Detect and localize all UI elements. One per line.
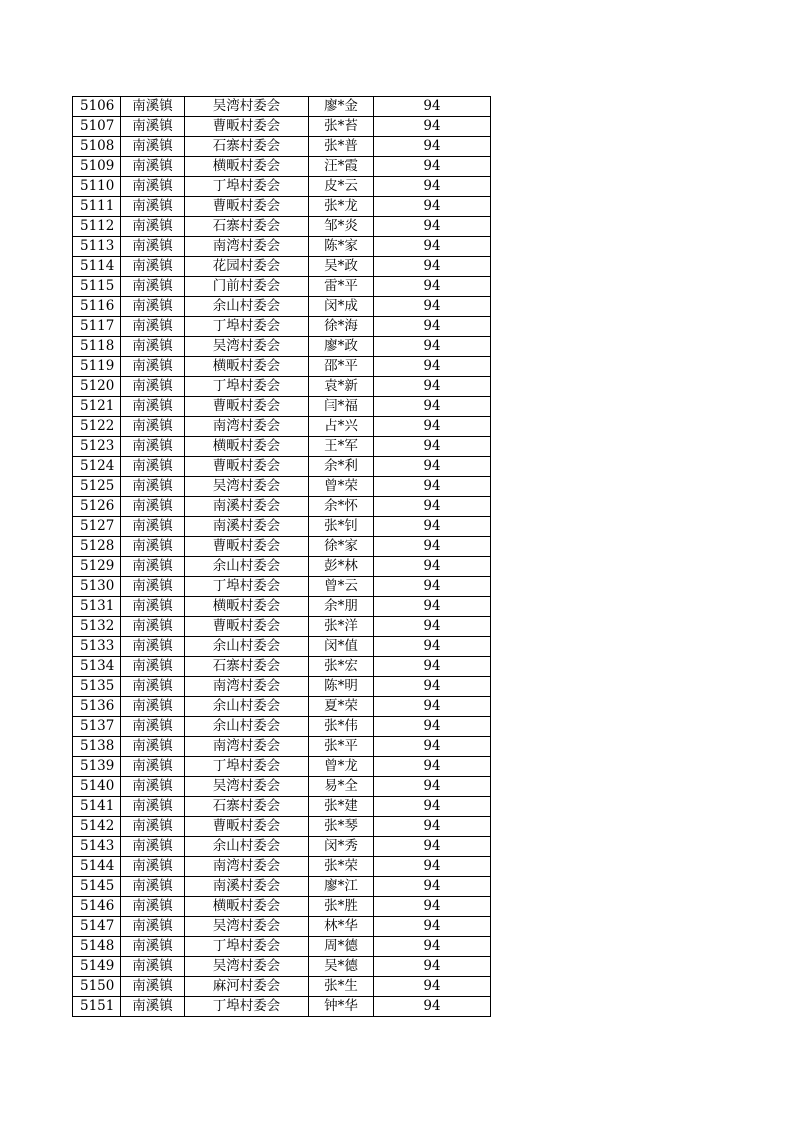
table-row (73, 337, 491, 357)
table-row (73, 237, 491, 257)
village-cell: 南溪村委会 (185, 517, 309, 537)
score-cell: 94 (374, 957, 491, 977)
village-cell: 曹畈村委会 (185, 397, 309, 417)
town-cell: 南溪镇 (121, 137, 185, 157)
name-cell: 廖*金 (309, 97, 374, 117)
table-row (73, 557, 491, 577)
score-cell: 94 (374, 677, 491, 697)
village-cell: 石寨村委会 (185, 657, 309, 677)
town-cell: 南溪镇 (121, 337, 185, 357)
name-cell: 王*军 (309, 437, 374, 457)
table-row (73, 197, 491, 217)
name-cell: 张*龙 (309, 197, 374, 217)
village-cell: 丁埠村委会 (185, 377, 309, 397)
table-row (73, 997, 491, 1017)
score-cell: 94 (374, 717, 491, 737)
town-cell: 南溪镇 (121, 677, 185, 697)
village-cell: 吴湾村委会 (185, 777, 309, 797)
village-cell: 南湾村委会 (185, 417, 309, 437)
name-cell: 张*伟 (309, 717, 374, 737)
table-row (73, 837, 491, 857)
village-cell: 曹畈村委会 (185, 457, 309, 477)
score-cell: 94 (374, 97, 491, 117)
row-id-cell: 5148 (73, 937, 121, 957)
table-row (73, 857, 491, 877)
score-cell: 94 (374, 997, 491, 1017)
score-cell: 94 (374, 977, 491, 997)
score-cell: 94 (374, 517, 491, 537)
table-row (73, 457, 491, 477)
table-row (73, 877, 491, 897)
village-cell: 丁埠村委会 (185, 937, 309, 957)
village-cell: 曹畈村委会 (185, 817, 309, 837)
score-cell: 94 (374, 617, 491, 637)
village-cell: 丁埠村委会 (185, 997, 309, 1017)
score-cell: 94 (374, 377, 491, 397)
name-cell: 张*胜 (309, 897, 374, 917)
town-cell: 南溪镇 (121, 417, 185, 437)
name-cell: 吴*德 (309, 957, 374, 977)
village-cell: 吴湾村委会 (185, 97, 309, 117)
village-cell: 南湾村委会 (185, 737, 309, 757)
name-cell: 徐*家 (309, 537, 374, 557)
score-cell: 94 (374, 877, 491, 897)
village-cell: 南溪村委会 (185, 877, 309, 897)
row-id-cell: 5110 (73, 177, 121, 197)
row-id-cell: 5131 (73, 597, 121, 617)
village-cell: 门前村委会 (185, 277, 309, 297)
row-id-cell: 5134 (73, 657, 121, 677)
data-table (72, 96, 491, 1017)
name-cell: 张*钊 (309, 517, 374, 537)
table-row (73, 797, 491, 817)
row-id-cell: 5151 (73, 997, 121, 1017)
score-cell: 94 (374, 817, 491, 837)
town-cell: 南溪镇 (121, 437, 185, 457)
row-id-cell: 5147 (73, 917, 121, 937)
name-cell: 张*苔 (309, 117, 374, 137)
name-cell: 陈*明 (309, 677, 374, 697)
row-id-cell: 5135 (73, 677, 121, 697)
row-id-cell: 5123 (73, 437, 121, 457)
village-cell: 南湾村委会 (185, 237, 309, 257)
row-id-cell: 5129 (73, 557, 121, 577)
village-cell: 石寨村委会 (185, 797, 309, 817)
village-cell: 麻河村委会 (185, 977, 309, 997)
row-id-cell: 5119 (73, 357, 121, 377)
score-cell: 94 (374, 277, 491, 297)
village-cell: 曹畈村委会 (185, 617, 309, 637)
village-cell: 横畈村委会 (185, 157, 309, 177)
town-cell: 南溪镇 (121, 777, 185, 797)
row-id-cell: 5114 (73, 257, 121, 277)
table-row (73, 357, 491, 377)
table-row (73, 257, 491, 277)
name-cell: 廖*江 (309, 877, 374, 897)
row-id-cell: 5124 (73, 457, 121, 477)
table-row (73, 757, 491, 777)
score-cell: 94 (374, 537, 491, 557)
name-cell: 张*荣 (309, 857, 374, 877)
score-cell: 94 (374, 897, 491, 917)
row-id-cell: 5143 (73, 837, 121, 857)
name-cell: 占*兴 (309, 417, 374, 437)
score-cell: 94 (374, 317, 491, 337)
name-cell: 曾*荣 (309, 477, 374, 497)
name-cell: 周*德 (309, 937, 374, 957)
table-row (73, 697, 491, 717)
town-cell: 南溪镇 (121, 237, 185, 257)
town-cell: 南溪镇 (121, 277, 185, 297)
name-cell: 吴*政 (309, 257, 374, 277)
village-cell: 曹畈村委会 (185, 537, 309, 557)
table-row (73, 577, 491, 597)
score-cell: 94 (374, 297, 491, 317)
table-row (73, 117, 491, 137)
row-id-cell: 5118 (73, 337, 121, 357)
row-id-cell: 5120 (73, 377, 121, 397)
row-id-cell: 5150 (73, 977, 121, 997)
name-cell: 陈*家 (309, 237, 374, 257)
table-row (73, 617, 491, 637)
score-cell: 94 (374, 417, 491, 437)
row-id-cell: 5137 (73, 717, 121, 737)
row-id-cell: 5133 (73, 637, 121, 657)
row-id-cell: 5106 (73, 97, 121, 117)
town-cell: 南溪镇 (121, 797, 185, 817)
town-cell: 南溪镇 (121, 317, 185, 337)
row-id-cell: 5115 (73, 277, 121, 297)
name-cell: 廖*政 (309, 337, 374, 357)
village-cell: 余山村委会 (185, 697, 309, 717)
table-row (73, 217, 491, 237)
name-cell: 徐*海 (309, 317, 374, 337)
row-id-cell: 5144 (73, 857, 121, 877)
table-row (73, 537, 491, 557)
town-cell: 南溪镇 (121, 397, 185, 417)
name-cell: 易*全 (309, 777, 374, 797)
score-cell: 94 (374, 477, 491, 497)
row-id-cell: 5145 (73, 877, 121, 897)
town-cell: 南溪镇 (121, 157, 185, 177)
village-cell: 曹畈村委会 (185, 197, 309, 217)
table-row (73, 277, 491, 297)
table-row (73, 937, 491, 957)
score-cell: 94 (374, 137, 491, 157)
score-cell: 94 (374, 857, 491, 877)
table-row (73, 437, 491, 457)
name-cell: 雷*平 (309, 277, 374, 297)
name-cell: 皮*云 (309, 177, 374, 197)
village-cell: 丁埠村委会 (185, 177, 309, 197)
score-cell: 94 (374, 597, 491, 617)
score-cell: 94 (374, 797, 491, 817)
name-cell: 闵*秀 (309, 837, 374, 857)
town-cell: 南溪镇 (121, 737, 185, 757)
score-cell: 94 (374, 117, 491, 137)
row-id-cell: 5132 (73, 617, 121, 637)
score-cell: 94 (374, 917, 491, 937)
name-cell: 闫*福 (309, 397, 374, 417)
town-cell: 南溪镇 (121, 577, 185, 597)
name-cell: 钟*华 (309, 997, 374, 1017)
name-cell: 夏*荣 (309, 697, 374, 717)
village-cell: 丁埠村委会 (185, 317, 309, 337)
row-id-cell: 5125 (73, 477, 121, 497)
score-cell: 94 (374, 837, 491, 857)
table-row (73, 737, 491, 757)
name-cell: 张*洋 (309, 617, 374, 637)
town-cell: 南溪镇 (121, 597, 185, 617)
town-cell: 南溪镇 (121, 357, 185, 377)
row-id-cell: 5127 (73, 517, 121, 537)
row-id-cell: 5109 (73, 157, 121, 177)
town-cell: 南溪镇 (121, 97, 185, 117)
town-cell: 南溪镇 (121, 637, 185, 657)
town-cell: 南溪镇 (121, 297, 185, 317)
table-row (73, 97, 491, 117)
table-row (73, 377, 491, 397)
town-cell: 南溪镇 (121, 457, 185, 477)
town-cell: 南溪镇 (121, 197, 185, 217)
table-row (73, 297, 491, 317)
village-cell: 余山村委会 (185, 717, 309, 737)
table-row (73, 597, 491, 617)
name-cell: 张*建 (309, 797, 374, 817)
village-cell: 南湾村委会 (185, 677, 309, 697)
town-cell: 南溪镇 (121, 117, 185, 137)
name-cell: 张*普 (309, 137, 374, 157)
table-row (73, 897, 491, 917)
town-cell: 南溪镇 (121, 857, 185, 877)
town-cell: 南溪镇 (121, 177, 185, 197)
village-cell: 横畈村委会 (185, 437, 309, 457)
row-id-cell: 5122 (73, 417, 121, 437)
row-id-cell: 5140 (73, 777, 121, 797)
table-row (73, 417, 491, 437)
town-cell: 南溪镇 (121, 257, 185, 277)
name-cell: 林*华 (309, 917, 374, 937)
village-cell: 石寨村委会 (185, 137, 309, 157)
name-cell: 闵*成 (309, 297, 374, 317)
row-id-cell: 5111 (73, 197, 121, 217)
table-row (73, 477, 491, 497)
score-cell: 94 (374, 497, 491, 517)
town-cell: 南溪镇 (121, 377, 185, 397)
town-cell: 南溪镇 (121, 957, 185, 977)
row-id-cell: 5138 (73, 737, 121, 757)
town-cell: 南溪镇 (121, 997, 185, 1017)
row-id-cell: 5108 (73, 137, 121, 157)
score-cell: 94 (374, 937, 491, 957)
town-cell: 南溪镇 (121, 977, 185, 997)
score-cell: 94 (374, 357, 491, 377)
name-cell: 张*宏 (309, 657, 374, 677)
village-cell: 南湾村委会 (185, 857, 309, 877)
name-cell: 余*怀 (309, 497, 374, 517)
table-row (73, 777, 491, 797)
score-cell: 94 (374, 397, 491, 417)
score-cell: 94 (374, 237, 491, 257)
name-cell: 彭*林 (309, 557, 374, 577)
row-id-cell: 5116 (73, 297, 121, 317)
score-cell: 94 (374, 777, 491, 797)
town-cell: 南溪镇 (121, 717, 185, 737)
row-id-cell: 5107 (73, 117, 121, 137)
table-body (73, 97, 491, 1017)
row-id-cell: 5126 (73, 497, 121, 517)
village-cell: 南溪村委会 (185, 497, 309, 517)
row-id-cell: 5121 (73, 397, 121, 417)
score-cell: 94 (374, 637, 491, 657)
town-cell: 南溪镇 (121, 697, 185, 717)
village-cell: 余山村委会 (185, 637, 309, 657)
village-cell: 吴湾村委会 (185, 917, 309, 937)
town-cell: 南溪镇 (121, 897, 185, 917)
score-cell: 94 (374, 437, 491, 457)
name-cell: 张*生 (309, 977, 374, 997)
name-cell: 余*利 (309, 457, 374, 477)
village-cell: 吴湾村委会 (185, 957, 309, 977)
name-cell: 余*朋 (309, 597, 374, 617)
name-cell: 邹*炎 (309, 217, 374, 237)
score-cell: 94 (374, 657, 491, 677)
row-id-cell: 5136 (73, 697, 121, 717)
village-cell: 吴湾村委会 (185, 337, 309, 357)
score-cell: 94 (374, 337, 491, 357)
score-cell: 94 (374, 217, 491, 237)
village-cell: 余山村委会 (185, 297, 309, 317)
row-id-cell: 5128 (73, 537, 121, 557)
score-cell: 94 (374, 737, 491, 757)
town-cell: 南溪镇 (121, 817, 185, 837)
score-cell: 94 (374, 757, 491, 777)
village-cell: 曹畈村委会 (185, 117, 309, 137)
row-id-cell: 5117 (73, 317, 121, 337)
village-cell: 丁埠村委会 (185, 577, 309, 597)
village-cell: 余山村委会 (185, 557, 309, 577)
town-cell: 南溪镇 (121, 877, 185, 897)
name-cell: 张*琴 (309, 817, 374, 837)
row-id-cell: 5112 (73, 217, 121, 237)
score-cell: 94 (374, 557, 491, 577)
row-id-cell: 5113 (73, 237, 121, 257)
village-cell: 余山村委会 (185, 837, 309, 857)
table-row (73, 137, 491, 157)
score-cell: 94 (374, 157, 491, 177)
table-row (73, 677, 491, 697)
village-cell: 石寨村委会 (185, 217, 309, 237)
row-id-cell: 5130 (73, 577, 121, 597)
name-cell: 曾*龙 (309, 757, 374, 777)
table-row (73, 817, 491, 837)
table-row (73, 957, 491, 977)
name-cell: 汪*霞 (309, 157, 374, 177)
row-id-cell: 5142 (73, 817, 121, 837)
table-row (73, 497, 491, 517)
table-row (73, 717, 491, 737)
village-cell: 横畈村委会 (185, 357, 309, 377)
score-cell: 94 (374, 697, 491, 717)
town-cell: 南溪镇 (121, 617, 185, 637)
town-cell: 南溪镇 (121, 537, 185, 557)
town-cell: 南溪镇 (121, 477, 185, 497)
score-cell: 94 (374, 457, 491, 477)
table-row (73, 517, 491, 537)
table-row (73, 177, 491, 197)
table-row (73, 917, 491, 937)
row-id-cell: 5149 (73, 957, 121, 977)
name-cell: 曾*云 (309, 577, 374, 597)
town-cell: 南溪镇 (121, 657, 185, 677)
row-id-cell: 5141 (73, 797, 121, 817)
village-cell: 横畈村委会 (185, 597, 309, 617)
table-row (73, 397, 491, 417)
town-cell: 南溪镇 (121, 937, 185, 957)
score-cell: 94 (374, 197, 491, 217)
town-cell: 南溪镇 (121, 517, 185, 537)
row-id-cell: 5146 (73, 897, 121, 917)
town-cell: 南溪镇 (121, 497, 185, 517)
town-cell: 南溪镇 (121, 917, 185, 937)
score-cell: 94 (374, 577, 491, 597)
village-cell: 丁埠村委会 (185, 757, 309, 777)
table-row (73, 317, 491, 337)
score-cell: 94 (374, 177, 491, 197)
table-row (73, 977, 491, 997)
town-cell: 南溪镇 (121, 837, 185, 857)
town-cell: 南溪镇 (121, 217, 185, 237)
name-cell: 闵*值 (309, 637, 374, 657)
table-row (73, 637, 491, 657)
row-id-cell: 5139 (73, 757, 121, 777)
town-cell: 南溪镇 (121, 557, 185, 577)
name-cell: 张*平 (309, 737, 374, 757)
name-cell: 邵*平 (309, 357, 374, 377)
table-row (73, 157, 491, 177)
town-cell: 南溪镇 (121, 757, 185, 777)
village-cell: 横畈村委会 (185, 897, 309, 917)
village-cell: 吴湾村委会 (185, 477, 309, 497)
name-cell: 袁*新 (309, 377, 374, 397)
table-row (73, 657, 491, 677)
score-cell: 94 (374, 257, 491, 277)
village-cell: 花园村委会 (185, 257, 309, 277)
